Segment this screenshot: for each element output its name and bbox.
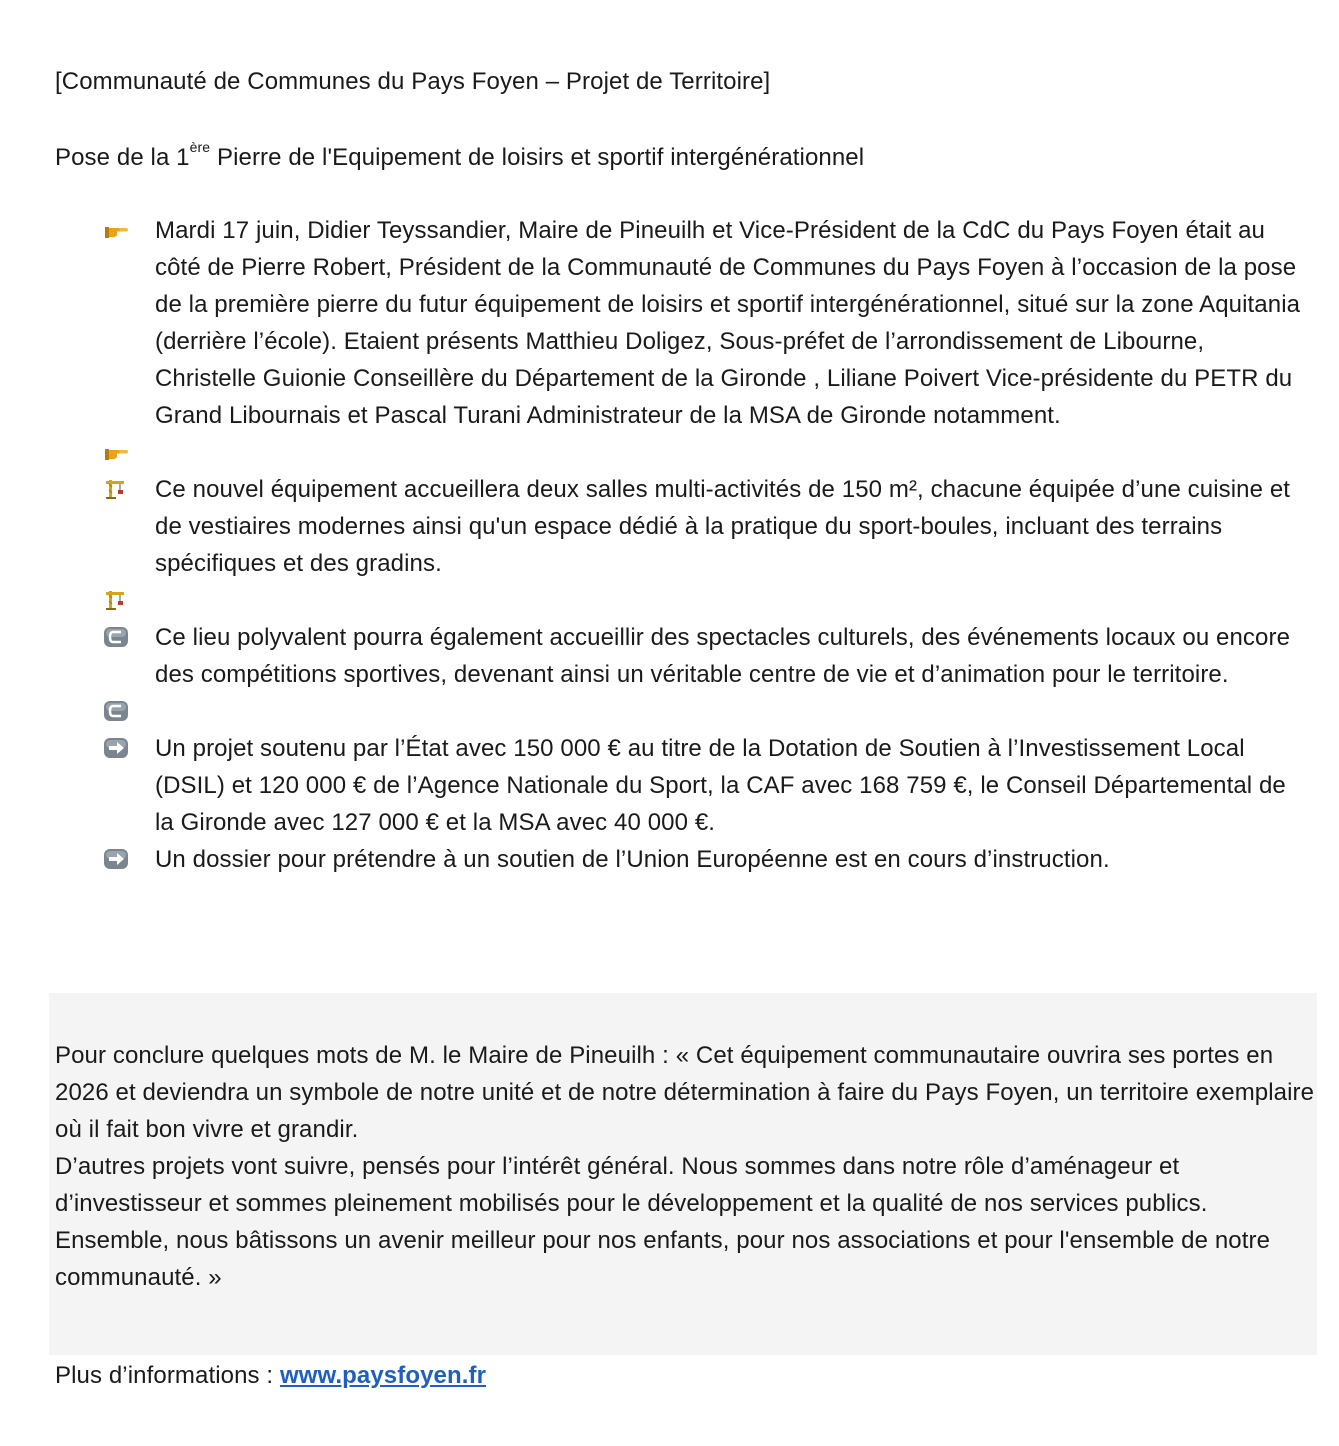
bullet-text: Ce nouvel équipement accueillera deux salles multi-activités de 150 m², chacune équipée d’une cuisine et de vestiaires modernes ainsi qu'un espace dédié à la pratique du sport-boules, incluant des terrains spécifiques et des gradins.	[155, 476, 1291, 577]
bullet-item	[0, 693, 1305, 730]
document-title	[55, 139, 1285, 176]
construction-crane-icon	[103, 478, 129, 500]
return-arrow-icon	[103, 626, 129, 648]
bullet-text: Mardi 17 juin, Didier Teyssandier, Maire de Pineuilh et Vice-Président de la CdC du Pays Foyen était au côté de Pierre Robert, Président de la Communauté de Communes du Pays Foyen à l’occasion de la pose de la première pierre du futur équipement de loisirs et sportif intergénérationnel, situé sur la zone Aquitania (derrière l’école). Etaient présents Matthieu Doligez, Sous-préfet de l’arrondissement de Libourne, Christelle Guionie Conseillère du Département de la Gironde , Liliane Poivert Vice-présidente du PETR du Grand Libournais et Pascal Turani Administrateur de la MSA de Gironde notamment.	[155, 217, 1301, 429]
footer-label: Plus d’informations :	[55, 1362, 280, 1389]
website-link[interactable]: www.paysfoyen.fr	[279, 1362, 487, 1389]
bullet-text: Un dossier pour prétendre à un soutien de l’Union Européenne est en cours d’instruction.	[155, 846, 1110, 873]
document-header: [Communauté de Communes du Pays Foyen – Projet de Territoire]	[55, 68, 771, 95]
pointing-hand-icon	[103, 219, 129, 241]
bullet-text: Ce lieu polyvalent pourra également accueillir des spectacles culturels, des événements locaux ou encore des compétitions sportives, devenant ainsi un véritable centre de vie et d’animation pour le territoire.	[155, 624, 1291, 688]
construction-crane-icon	[103, 589, 129, 611]
footer-info	[55, 1357, 1285, 1394]
title-text-end: Pierre de l'Equipement de loisirs et sportif intergénérationnel	[210, 144, 865, 171]
bullet-item	[0, 619, 1305, 693]
title-superscript: ère	[189, 139, 211, 155]
bullet-item	[0, 471, 1305, 582]
bullet-item	[0, 730, 1305, 841]
bullet-text	[155, 434, 1305, 471]
bullet-list	[0, 212, 1339, 878]
quote-paragraph: Pour conclure quelques mots de M. le Maire de Pineuilh : « Cet équipement communautaire ouvrira ses portes en 2026 et deviendra un symbole de notre unité et de notre détermination à faire du Pays Foyen, un territoire exemplaire où il fait bon vivre et grandir.	[55, 1042, 1315, 1143]
return-arrow-icon	[103, 700, 129, 722]
bullet-text	[155, 582, 1305, 619]
right-arrow-icon	[103, 737, 129, 759]
title-text-start: Pose de la 1	[55, 144, 190, 171]
mayor-quote	[55, 1037, 1317, 1296]
bullet-item	[0, 212, 1305, 434]
quote-paragraph: Ensemble, nous bâtissons un avenir meilleur pour nos enfants, pour nos associations et pour l'ensemble de notre communauté. »	[55, 1227, 1271, 1291]
bullet-item	[0, 582, 1305, 619]
right-arrow-icon	[103, 848, 129, 870]
bullet-text: Un projet soutenu par l’État avec 150 000 € au titre de la Dotation de Soutien à l’Investissement Local (DSIL) et 120 000 € de l’Agence Nationale du Sport, la CAF avec 168 759 €, le Conseil Départemental de la Gironde avec 127 000 € et la MSA avec 40 000 €.	[155, 735, 1286, 836]
quote-paragraph: D’autres projets vont suivre, pensés pour l’intérêt général. Nous sommes dans notre rôle d’aménageur et d’investisseur et sommes pleinement mobilisés pour le développement et la qualité de nos services publics.	[55, 1153, 1208, 1217]
pointing-hand-icon	[103, 441, 129, 463]
bullet-text	[155, 693, 1305, 730]
bullet-item	[0, 841, 1305, 878]
bullet-item	[0, 434, 1305, 471]
